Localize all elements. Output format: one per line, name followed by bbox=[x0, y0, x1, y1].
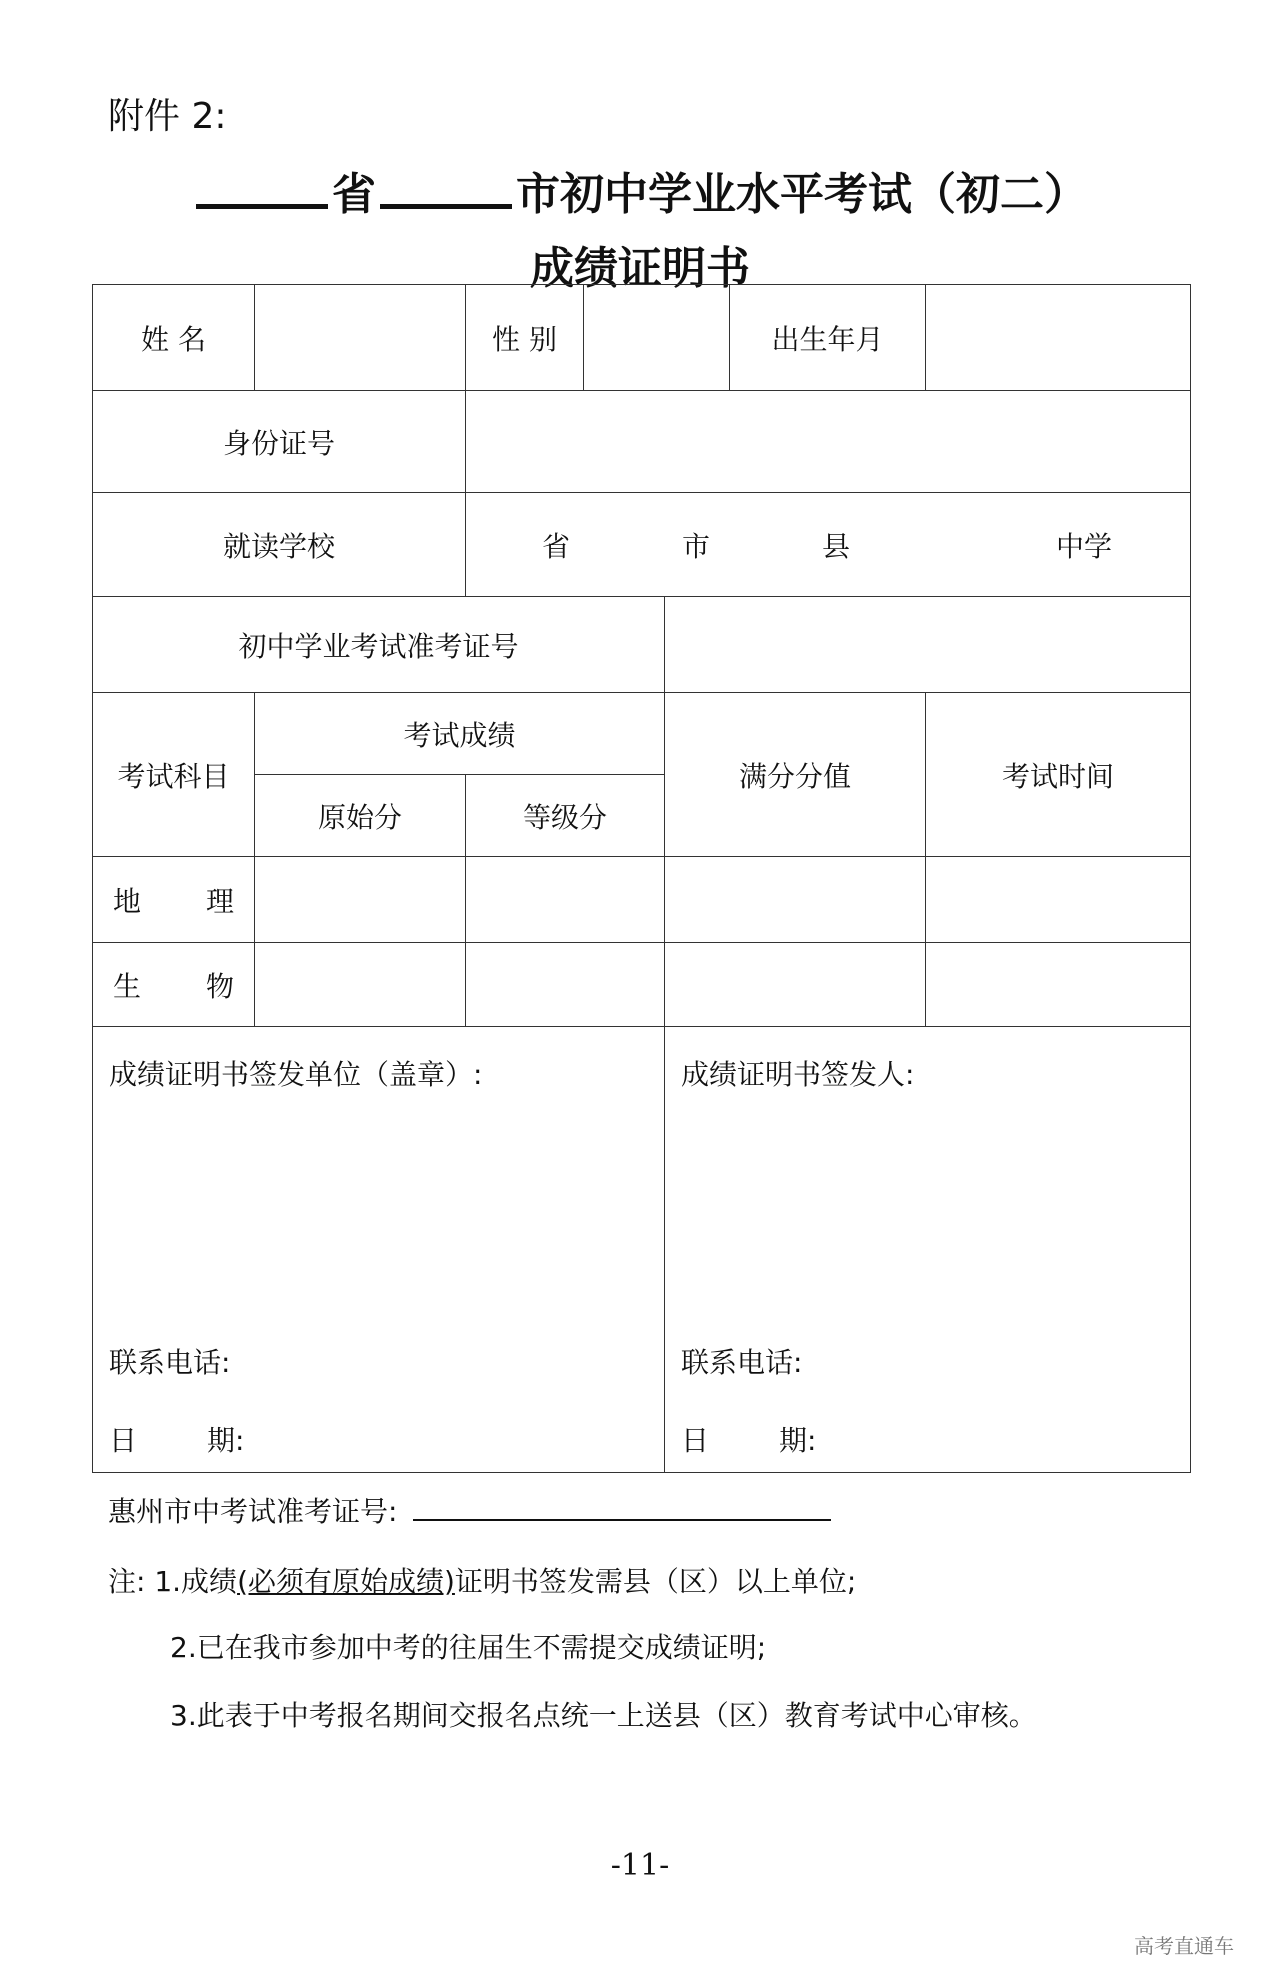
note-1-underlined: (必须有原始成绩) bbox=[237, 1565, 455, 1598]
page-number: -11- bbox=[610, 1848, 670, 1883]
full-score-label: 满分分值 bbox=[665, 693, 926, 857]
province-blank bbox=[196, 174, 328, 209]
biology-grade-field[interactable] bbox=[466, 943, 665, 1027]
watermark: 高考直通车 bbox=[1134, 1934, 1234, 1958]
issuer-person-phone-label: 联系电话: bbox=[681, 1346, 803, 1379]
issuer-person-cell[interactable] bbox=[665, 1027, 1191, 1473]
subject-label: 考试科目 bbox=[93, 693, 255, 857]
geography-grade-field[interactable] bbox=[466, 857, 665, 943]
date-char2: 期: bbox=[207, 1424, 245, 1457]
note-1 bbox=[108, 1560, 856, 1600]
geography-time-field[interactable] bbox=[926, 857, 1191, 943]
subject-biology-char1: 生 bbox=[113, 969, 142, 1003]
exam-time-label: 考试时间 bbox=[926, 693, 1191, 857]
admission-number-label: 初中学业考试准考证号 bbox=[93, 597, 665, 693]
subject-geography-char2: 理 bbox=[205, 884, 234, 918]
biology-time-field[interactable] bbox=[926, 943, 1191, 1027]
issuer-unit-label: 成绩证明书签发单位（盖章）: bbox=[109, 1058, 483, 1091]
note-1-suffix: 证明书签发需县（区）以上单位; bbox=[454, 1565, 857, 1598]
note-2: 2.已在我市参加中考的往届生不需提交成绩证明; bbox=[170, 1631, 767, 1664]
gender-field[interactable] bbox=[584, 285, 730, 391]
issuer-unit-date-label bbox=[109, 1419, 244, 1459]
subject-biology bbox=[93, 943, 255, 1027]
issuer-person-date-label bbox=[681, 1419, 816, 1459]
date-char2: 期: bbox=[779, 1424, 817, 1457]
huizhou-admission-blank[interactable] bbox=[413, 1493, 831, 1521]
title-province: 省 bbox=[332, 169, 376, 220]
name-field[interactable] bbox=[255, 285, 466, 391]
date-char1: 日 bbox=[681, 1424, 710, 1457]
subject-geography bbox=[93, 857, 255, 943]
subject-biology-char2: 物 bbox=[205, 969, 234, 1003]
birth-field[interactable] bbox=[926, 285, 1191, 391]
subject-geography-char1: 地 bbox=[113, 884, 142, 918]
school-county: 县 bbox=[822, 529, 851, 563]
issuer-unit-cell[interactable] bbox=[93, 1027, 665, 1473]
document-title-line2: 成绩证明书 bbox=[530, 243, 750, 294]
title-city-exam: 市初中学业水平考试（初二） bbox=[516, 169, 1088, 220]
school-label: 就读学校 bbox=[93, 493, 466, 597]
issuer-person-label: 成绩证明书签发人: bbox=[681, 1058, 915, 1091]
raw-score-label: 原始分 bbox=[255, 775, 466, 857]
attachment-label: 附件 2: bbox=[108, 96, 227, 137]
school-field[interactable] bbox=[466, 493, 1191, 597]
document-title-line1 bbox=[0, 158, 1280, 222]
biology-raw-field[interactable] bbox=[255, 943, 466, 1027]
note-3: 3.此表于中考报名期间交报名点统一上送县（区）教育考试中心审核。 bbox=[170, 1699, 1037, 1732]
grade-score-label: 等级分 bbox=[466, 775, 665, 857]
city-blank bbox=[380, 174, 512, 209]
school-city: 市 bbox=[682, 529, 711, 563]
issuer-unit-phone-label: 联系电话: bbox=[109, 1346, 231, 1379]
biology-full-field[interactable] bbox=[665, 943, 926, 1027]
school-middle: 中学 bbox=[1056, 529, 1113, 563]
birth-label: 出生年月 bbox=[730, 285, 926, 391]
gender-label: 性 别 bbox=[466, 285, 584, 391]
admission-number-field[interactable] bbox=[665, 597, 1191, 693]
huizhou-admission-label: 惠州市中考试准考证号: bbox=[108, 1495, 398, 1528]
school-province: 省 bbox=[542, 529, 571, 563]
id-number-field[interactable] bbox=[466, 391, 1191, 493]
name-label: 姓 名 bbox=[93, 285, 255, 391]
geography-raw-field[interactable] bbox=[255, 857, 466, 943]
huizhou-admission-row bbox=[108, 1490, 831, 1530]
date-char1: 日 bbox=[109, 1424, 138, 1457]
score-certificate-form bbox=[92, 284, 1191, 1473]
id-number-label: 身份证号 bbox=[93, 391, 466, 493]
geography-full-field[interactable] bbox=[665, 857, 926, 943]
note-1-prefix: 注: 1.成绩 bbox=[108, 1565, 238, 1598]
exam-score-label: 考试成绩 bbox=[255, 693, 665, 775]
